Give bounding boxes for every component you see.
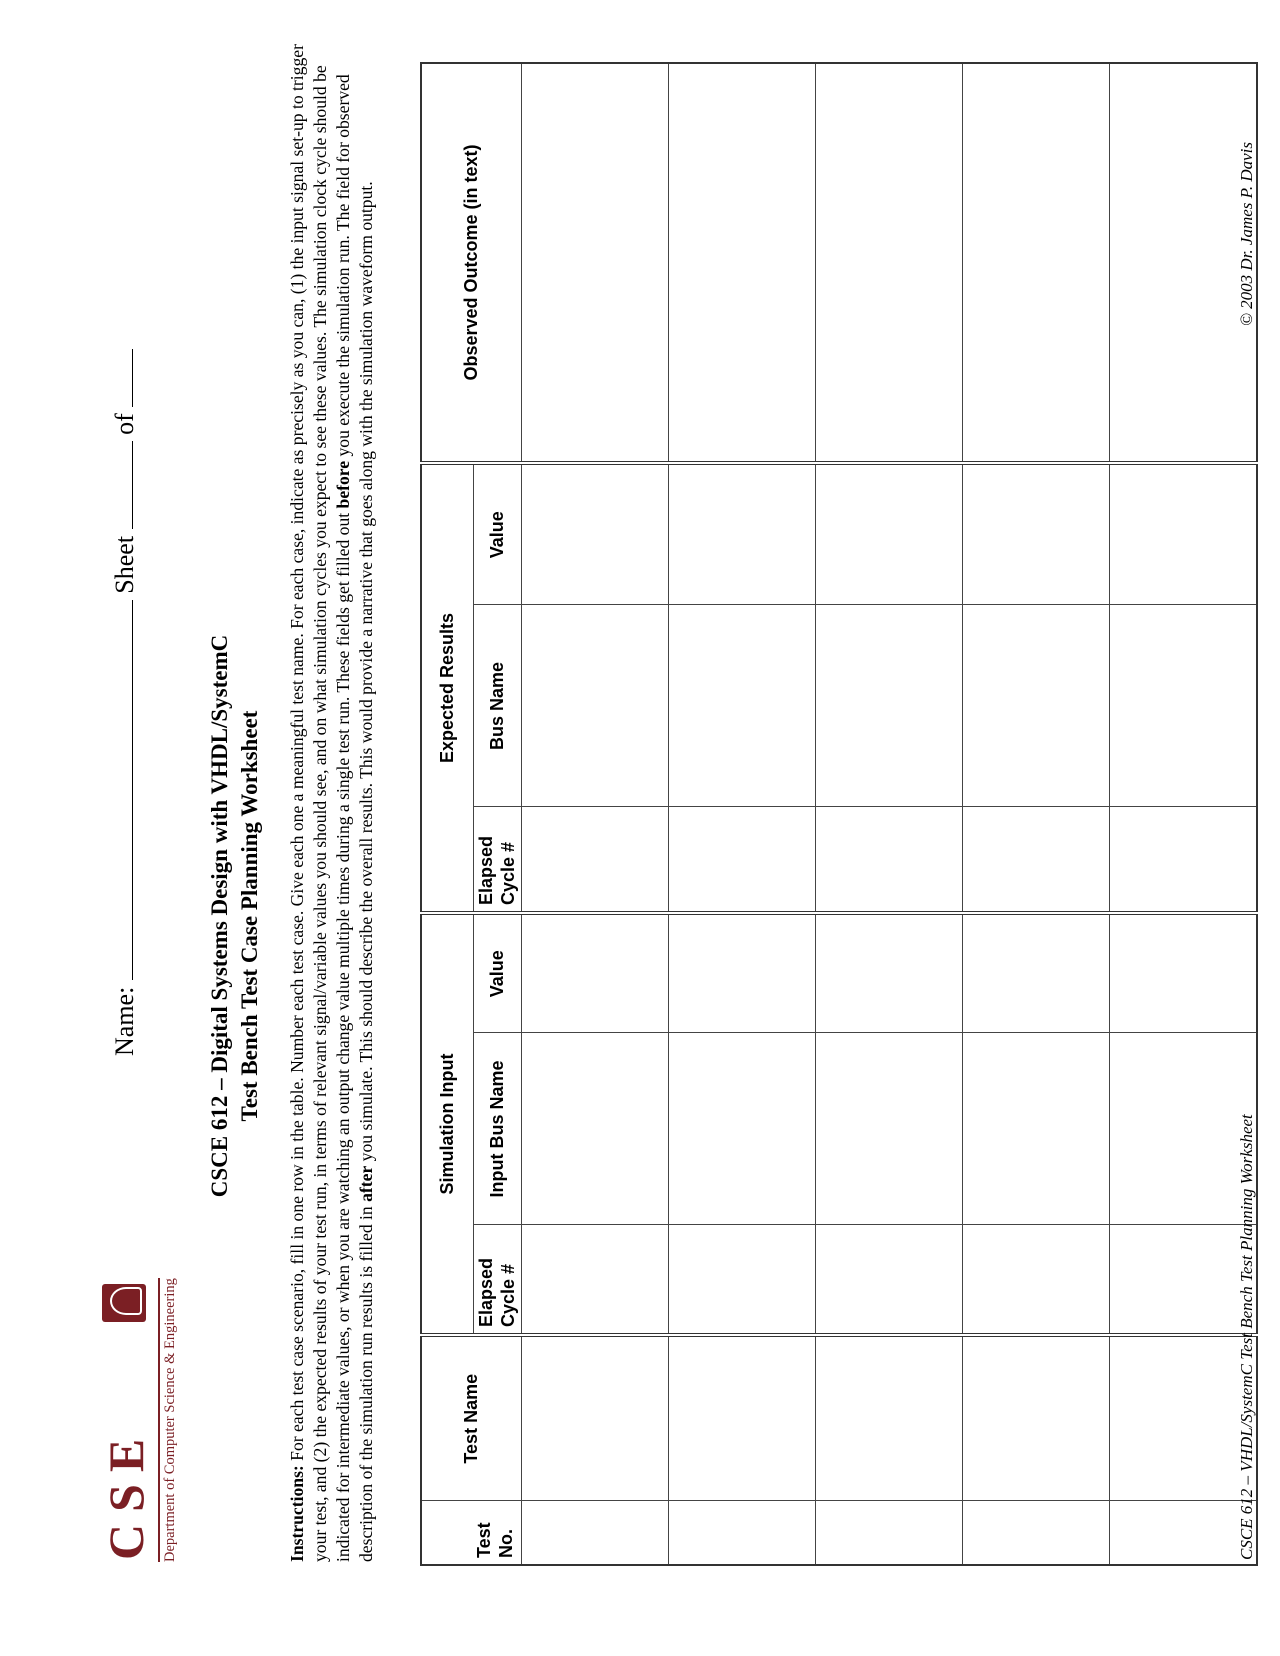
cell-exp-elapsed[interactable]: [962, 807, 1109, 913]
cell-sim-bus[interactable]: [668, 1033, 815, 1225]
cell-observed[interactable]: [1109, 63, 1257, 463]
col-header-test-no: Test No.: [421, 1501, 521, 1565]
instructions-text-3: you simulate. This should describe the overall results. This would provide a narrative that goes along with the simulation waveform output.: [356, 181, 376, 1166]
cse-logo: [96, 1222, 186, 1562]
test-case-table: [420, 62, 1258, 1566]
col-header-input-bus-name: Input Bus Name: [473, 1033, 521, 1225]
sheet-number-blank[interactable]: [108, 441, 133, 529]
cell-exp-bus[interactable]: [668, 605, 815, 807]
group-header-expected-results: Expected Results: [421, 463, 473, 913]
cell-test-name[interactable]: [1109, 1335, 1257, 1501]
cell-test-no[interactable]: [1109, 1501, 1257, 1565]
cell-sim-value[interactable]: [1109, 913, 1257, 1033]
col-header-bus-name: Bus Name: [473, 605, 521, 807]
col-header-exp-value: Value: [473, 463, 521, 605]
cell-exp-bus[interactable]: [962, 605, 1109, 807]
cell-exp-elapsed[interactable]: [521, 807, 668, 913]
instructions-after: after: [356, 1165, 376, 1202]
cell-exp-value[interactable]: [962, 463, 1109, 605]
cell-sim-elapsed[interactable]: [1109, 1225, 1257, 1335]
table-body: [521, 63, 1257, 1565]
cell-sim-bus[interactable]: [962, 1033, 1109, 1225]
cell-sim-value[interactable]: [815, 913, 962, 1033]
logo-letters: CSE: [98, 1426, 154, 1560]
cell-sim-bus[interactable]: [815, 1033, 962, 1225]
table-row: [668, 63, 815, 1565]
page-title: [205, 476, 265, 1356]
cell-exp-bus[interactable]: [521, 605, 668, 807]
title-line-2: Test Bench Test Case Planning Worksheet: [237, 710, 262, 1122]
cell-exp-elapsed[interactable]: [815, 807, 962, 913]
cell-test-name[interactable]: [962, 1335, 1109, 1501]
group-header-simulation-input: Simulation Input: [421, 913, 473, 1335]
col-header-exp-elapsed-cycle: Elapsed Cycle #: [473, 807, 521, 913]
cell-test-name[interactable]: [668, 1335, 815, 1501]
cell-test-no[interactable]: [815, 1501, 962, 1565]
cell-sim-value[interactable]: [668, 913, 815, 1033]
instructions-text-2: you execute the simulation run. The field for observed description of the simulation run results is filled in: [333, 74, 376, 1562]
cell-sim-value[interactable]: [521, 913, 668, 1033]
instructions-paragraph: [286, 22, 378, 1562]
footer-left: CSCE 612 – VHDL/SystemC Test Bench Test Planning Worksheet: [1237, 1114, 1256, 1560]
footer-right: © 2003 Dr. James P. Davis: [1237, 141, 1256, 326]
sheet-label: Sheet: [110, 535, 139, 594]
cell-observed[interactable]: [521, 63, 668, 463]
col-header-sim-value: Value: [473, 913, 521, 1033]
cell-observed[interactable]: [815, 63, 962, 463]
instructions-label: Instructions:: [287, 1465, 307, 1562]
cell-exp-value[interactable]: [668, 463, 815, 605]
cell-exp-value[interactable]: [1109, 463, 1257, 605]
name-blank[interactable]: [108, 600, 133, 980]
cell-test-no[interactable]: [962, 1501, 1109, 1565]
table-row: [815, 63, 962, 1565]
cell-sim-elapsed[interactable]: [668, 1225, 815, 1335]
of-label: of: [110, 413, 139, 435]
table-row: [962, 63, 1109, 1565]
cell-sim-value[interactable]: [962, 913, 1109, 1033]
cell-exp-bus[interactable]: [815, 605, 962, 807]
cell-sim-elapsed[interactable]: [521, 1225, 668, 1335]
col-header-sim-elapsed-cycle: Elapsed Cycle #: [473, 1225, 521, 1335]
cell-sim-bus[interactable]: [1109, 1033, 1257, 1225]
cell-exp-value[interactable]: [521, 463, 668, 605]
sheet-total-blank[interactable]: [108, 349, 133, 407]
cell-test-no[interactable]: [668, 1501, 815, 1565]
cell-sim-bus[interactable]: [521, 1033, 668, 1225]
cell-observed[interactable]: [962, 63, 1109, 463]
col-header-test-name: Test Name: [421, 1335, 521, 1501]
cell-sim-elapsed[interactable]: [962, 1225, 1109, 1335]
cell-exp-value[interactable]: [815, 463, 962, 605]
name-label: Name:: [110, 986, 139, 1056]
table-row: [521, 63, 668, 1565]
col-header-observed-outcome: Observed Outcome (in text): [421, 63, 521, 463]
cell-observed[interactable]: [668, 63, 815, 463]
cell-exp-elapsed[interactable]: [1109, 807, 1257, 913]
table-row: [1109, 63, 1257, 1565]
instructions-before: before: [333, 460, 353, 509]
cell-test-name[interactable]: [521, 1335, 668, 1501]
cell-sim-elapsed[interactable]: [815, 1225, 962, 1335]
logo-department: Department of Computer Science & Engineering: [158, 1278, 179, 1562]
cell-test-no[interactable]: [521, 1501, 668, 1565]
cell-exp-elapsed[interactable]: [668, 807, 815, 913]
cell-test-name[interactable]: [815, 1335, 962, 1501]
university-seal-icon: [102, 1284, 146, 1322]
title-line-1: CSCE 612 – Digital Systems Design with VHDL/SystemC: [207, 634, 232, 1198]
name-sheet-line: [108, 349, 140, 1056]
cell-exp-bus[interactable]: [1109, 605, 1257, 807]
instructions-text-1: For each test case scenario, fill in one row in the table. Number each test case. Give each one a meaningful test name. For each case, indicate as precisely as you can, (1) the input signal set-up to trigger your test, and (2) the expected results of your test run, in terms of relevant signal/variable values you should see, and on what simulation cycles you expect to see these values. The simulation clock cycle should be indicated for intermediate values, or when you are watching an output change value multiple times during a single test run. These fields get filled out: [287, 44, 353, 1562]
